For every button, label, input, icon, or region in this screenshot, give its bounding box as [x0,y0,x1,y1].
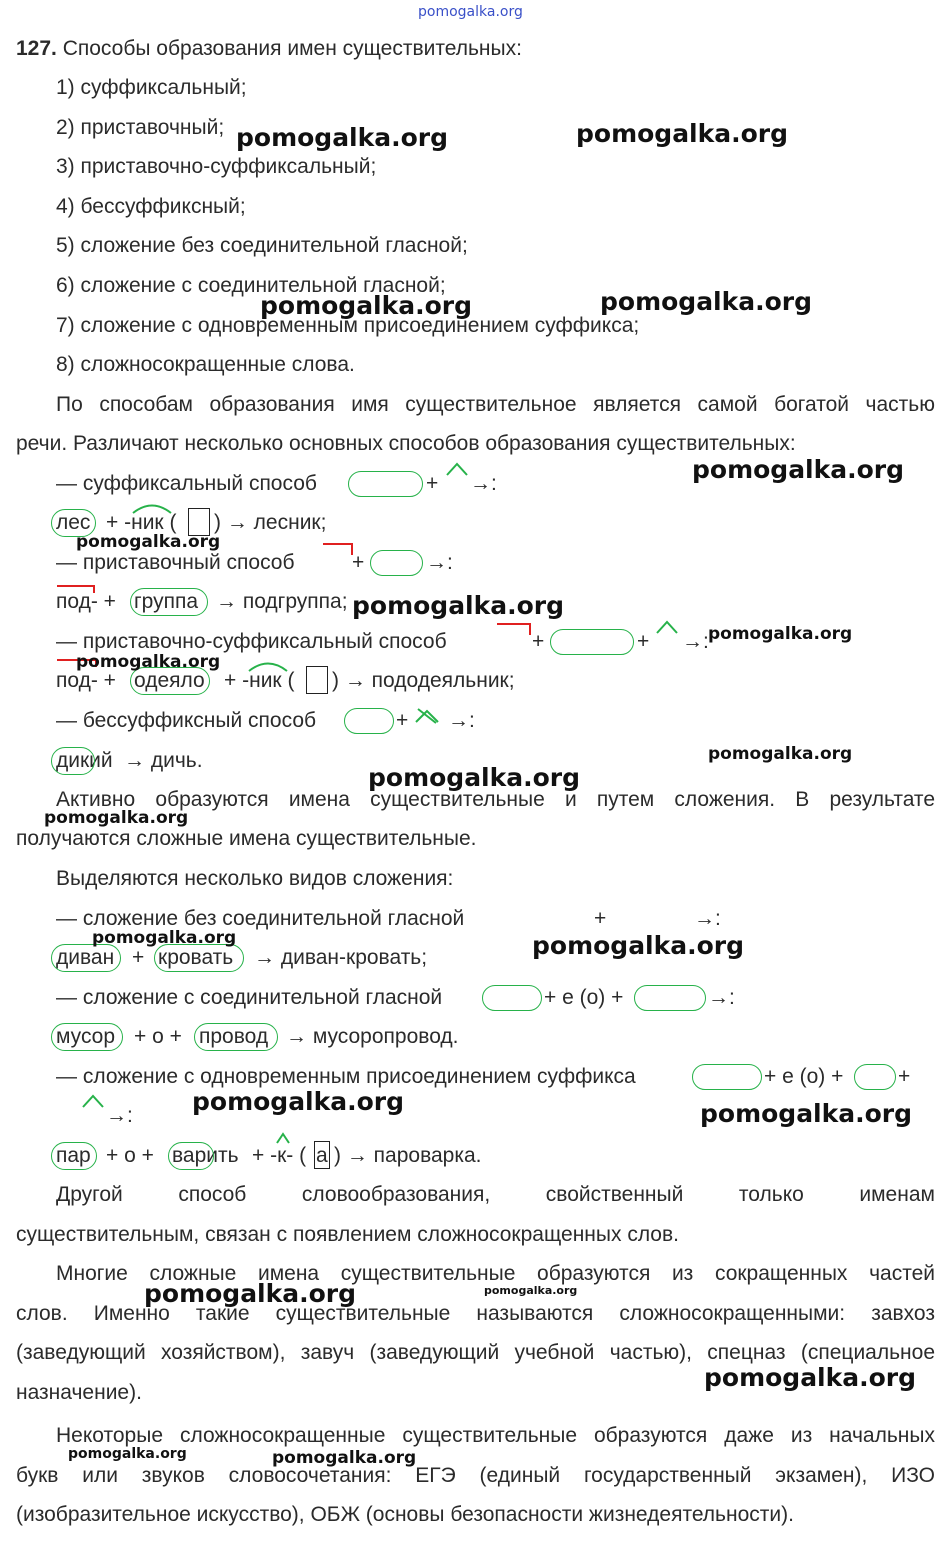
example-ending: а [316,1144,328,1167]
watermark: pomogalka.org [260,291,473,320]
prefix-mark [496,622,532,636]
connector: + е (о) + [764,1065,844,1088]
plus-sign: + [637,630,650,653]
paragraph-line: Некоторые сложносокращенные существительные образуются даже из начальных [56,1424,935,1447]
watermark: pomogalka.org [704,1363,917,1392]
example-word: мусор [56,1025,116,1048]
example-end: ) → пароварка. [334,1144,482,1167]
arrow: →: [426,551,453,574]
root-oval [550,629,634,655]
arrow: →: [708,986,735,1009]
paragraph-line: Многие сложные имена существительные образуются из сокращенных частей [56,1262,935,1285]
suffix-mark [656,620,678,634]
paragraph-line: назначение). [16,1381,142,1404]
example-word: провод [199,1025,269,1048]
paragraph-line: слов. Именно такие существительные называются сложносокращенными: завхоз [16,1302,935,1325]
watermark: pomogalka.org [192,1087,405,1116]
example-ending: ий [89,749,113,772]
list-item: 8) сложносокращенные слова. [56,353,355,376]
arrow: →: [106,1104,133,1127]
paragraph-line: речи. Различают несколько основных способов образования существительных: [16,432,796,455]
watermark: pomogalka.org [418,4,523,20]
word: именам [859,1183,935,1206]
suffix-mark [248,658,288,672]
connector: + о + [134,1025,182,1048]
list-item: 7) сложение с одновременным присоединением суффикса; [56,314,640,337]
example-prefix: под- + [56,590,116,613]
example-word: диван [56,946,115,969]
root-oval [692,1064,762,1090]
root-oval [154,944,244,972]
paragraph-line: Активно образуются имена существительные и путем сложения. В результате [56,788,935,811]
watermark: pomogalka.org [532,931,745,960]
connector: + е (о) + [544,986,624,1009]
example-root: одеяло [134,669,205,692]
example-root: лес [56,511,91,534]
suffix-part: + -к- ( [252,1144,307,1167]
root-oval [854,1064,896,1090]
root-oval [348,471,423,497]
zero-suffix-mark [414,706,440,724]
watermark: pomogalka.org [272,1448,417,1468]
paragraph-line: букв или звуков словосочетания: ЕГЭ (единый государственный экзамен), ИЗО [16,1464,935,1487]
suffix-mark [276,1132,290,1144]
watermark: pomogalka.org [708,624,853,644]
root-oval [51,747,95,775]
example-mid: + -ник ( [224,669,295,692]
arrow: →: [448,709,475,732]
plus-sign: + [594,907,607,930]
root-oval [51,1023,123,1051]
watermark: pomogalka.org [700,1099,913,1128]
plus-sign: + [352,551,365,574]
compound-vowelsuffix-label: — сложение с одновременным присоединением суффикса [56,1065,636,1088]
example-root: вар [172,1144,207,1167]
suffix-mark [82,1094,104,1108]
method-prefsuf-label: — приставочно-суффиксальный способ [56,630,447,653]
example-end: → мусоропровод. [286,1025,459,1048]
word: свойственный [545,1183,684,1206]
list-item: 4) бессуффиксный; [56,195,246,218]
root-oval [51,944,121,972]
watermark: pomogalka.org [68,1446,187,1462]
paragraph-line: Выделяются несколько видов сложения: [56,867,454,890]
root-oval [370,550,423,576]
example-end: → подгруппа; [216,590,348,613]
example-root: дик [56,749,90,772]
root-oval [51,1142,97,1170]
suffix-mark [132,500,172,514]
watermark: pomogalka.org [76,532,221,552]
arrow: →: [470,472,497,495]
root-oval [168,1142,214,1170]
root-oval [194,1023,278,1051]
list-item: 3) приставочно-суффиксальный; [56,155,377,178]
arrow: →: [682,630,709,653]
watermark: pomogalka.org [352,591,565,620]
root-oval [130,588,208,616]
watermark: pomogalka.org [76,652,221,672]
ending-box [306,666,328,694]
word: только [738,1183,804,1206]
paragraph-line: По способам образования имя существительное является самой богатой частью [56,393,935,416]
watermark: pomogalka.org [484,1284,578,1297]
example-prefix: под- + [56,669,116,692]
connector: + о + [106,1144,154,1167]
example-end: ) → лесник; [214,511,327,534]
method-nosuffix-label: — бессуффиксный способ [56,709,317,732]
watermark: pomogalka.org [708,744,853,764]
example-word: пар [56,1144,91,1167]
suffix-mark [446,462,468,476]
plus-sign: + [532,630,545,653]
compound-novowel-label: — сложение без соединительной гласной [56,907,465,930]
watermark: pomogalka.org [368,763,581,792]
example-ending: ить [206,1144,239,1167]
example-end: → дичь. [124,749,203,772]
word: словообразования, [301,1183,491,1206]
list-item: 2) приставочный; [56,116,225,139]
compound-vowel-label: — сложение с соединительной гласной [56,986,443,1009]
task-number: 127. [16,37,57,60]
word: Другой [56,1183,123,1206]
paragraph-line: существительным, связан с появлением сложносокращенных слов. [16,1223,679,1246]
arrow: →: [694,907,721,930]
example-word: кровать [158,946,234,969]
watermark: pomogalka.org [600,287,813,316]
plus-sign: + [426,472,439,495]
watermark: pomogalka.org [144,1279,357,1308]
list-item: 6) сложение с соединительной гласной; [56,274,446,297]
example-end: ) → пододеяльник; [332,669,515,692]
example-end: → диван-кровать; [254,946,428,969]
plus-sign: + [396,709,409,732]
example-mid: + -ник ( [106,511,177,534]
watermark: pomogalka.org [576,119,789,148]
method-suffix-label: — суффиксальный способ [56,472,317,495]
root-oval [634,985,706,1011]
watermark: pomogalka.org [44,808,189,828]
root-oval [482,985,542,1011]
watermark: pomogalka.org [236,123,449,152]
task-title: Способы образования имен существительных: [62,37,522,60]
watermark: pomogalka.org [692,455,905,484]
watermark: pomogalka.org [92,928,237,948]
paragraph-line: получаются сложные имена существительные. [16,827,477,850]
prefix-mark [322,542,354,556]
root-oval [344,708,394,734]
list-item: 5) сложение без соединительной гласной; [56,234,468,257]
paragraph-line: (изобразительное искусство), ОБЖ (основы безопасности жизнедеятельности). [16,1503,794,1526]
word: способ [178,1183,247,1206]
task-heading [16,36,522,62]
paragraph-line: (заведующий хозяйством), завуч (заведующий учебной частью), спецназ (специальное [16,1341,935,1364]
example-root: группа [134,590,199,613]
paragraph-line [56,1182,935,1208]
plus-sign: + [898,1065,911,1088]
list-item: 1) суффиксальный; [56,76,247,99]
method-prefix-label: — приставочный способ [56,551,295,574]
plus-sign: + [132,946,145,969]
